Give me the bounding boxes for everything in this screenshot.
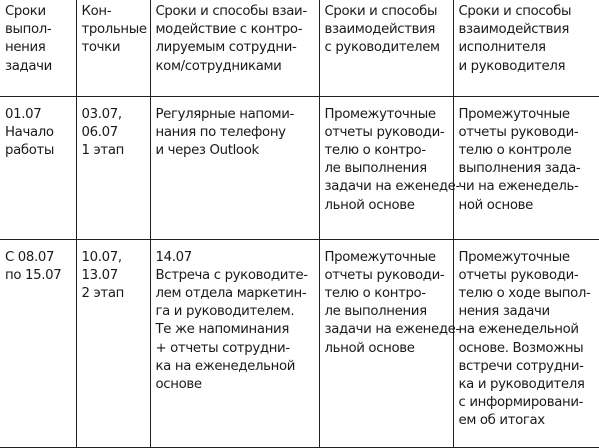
cell-manager-interaction: Промежуточные отчеты руководи- телю о контро- ле выполнения задачи на еженеде- льной основе (319, 239, 453, 447)
cell-executor-manager-interaction: Промежуточные отчеты руководи- телю о ходе выпол- нения задачи на еженедельной основе. Возможны встречи сотрудни- ка и руководителя с информировани- ем об итогах (453, 239, 599, 447)
cell-deadline: 01.07 Начало работы (0, 96, 76, 239)
table-row (0, 239, 599, 447)
cell-manager-interaction: Промежуточные отчеты руководи- телю о контро- ле выполнения задачи на еженеде- льной основе (319, 96, 453, 239)
cell-employee-interaction: Регулярные напоми- нания по телефону и через Outlook (150, 96, 319, 239)
header-checkpoints: Кон- трольные точки (76, 0, 150, 96)
cell-checkpoints: 03.07, 06.07 1 этап (76, 96, 150, 239)
cell-executor-manager-interaction: Промежуточные отчеты руководи- телю о контроле выполнения зада- чи на еженедель- ной основе (453, 96, 599, 239)
table-row (0, 96, 599, 239)
header-executor-manager-interaction: Сроки и способы взаимодействия исполнителя и руководителя (453, 0, 599, 96)
header-employee-interaction: Сроки и способы взаи- модействие с контро- лируемым сотрудни- ком/сотрудниками (150, 0, 319, 96)
header-manager-interaction: Сроки и способы взаимодействия с руководителем (319, 0, 453, 96)
cell-checkpoints: 10.07, 13.07 2 этап (76, 239, 150, 447)
cell-deadline: С 08.07 по 15.07 (0, 239, 76, 447)
header-deadline: Сроки выпол- нения задачи (0, 0, 76, 96)
header-row (0, 0, 599, 96)
cell-employee-interaction: 14.07 Встреча с руководите- лем отдела маркетин- га и руководителем. Те же напоминания + отчеты сотрудни- ка на еженедельной основе (150, 239, 319, 447)
